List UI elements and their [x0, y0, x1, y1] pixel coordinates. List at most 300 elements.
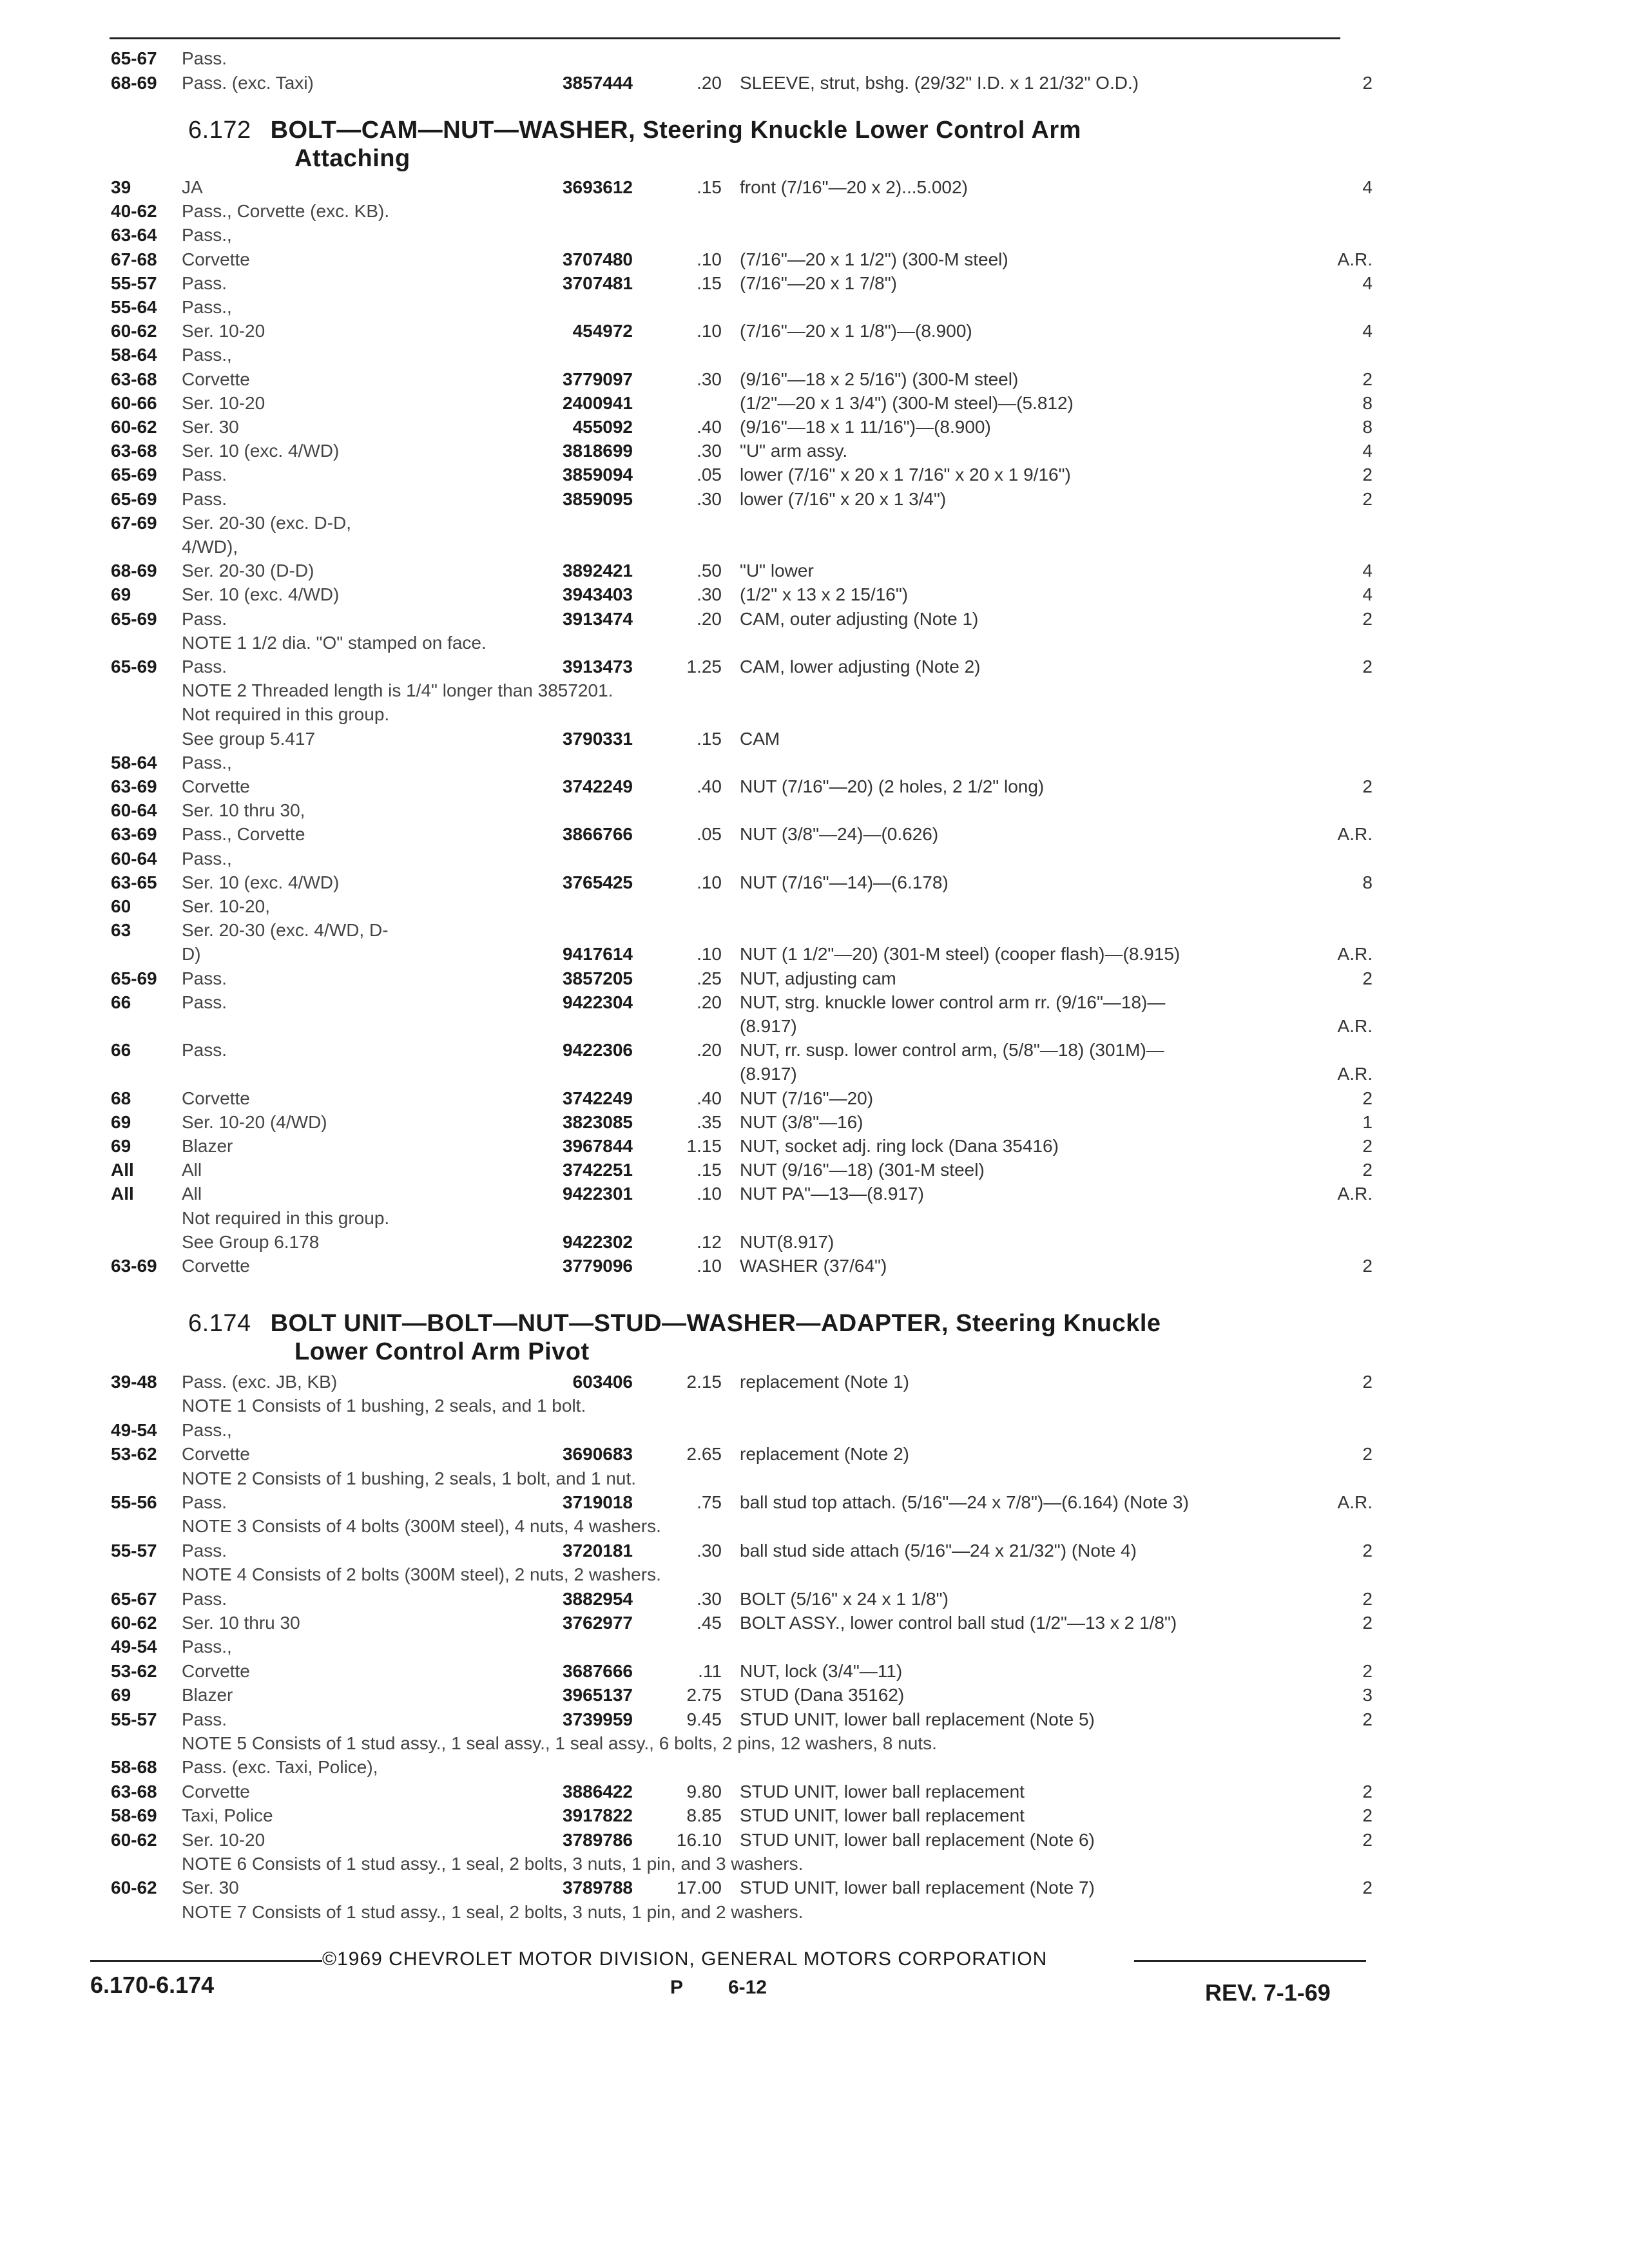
- year-cell: 63-68: [111, 441, 157, 461]
- parts-row: [0, 463, 1629, 487]
- parts-row: [0, 391, 1629, 416]
- section-number: 6.172: [188, 117, 251, 144]
- price-cell: .11: [698, 1660, 722, 1681]
- quantity-cell: 2: [1362, 73, 1373, 93]
- quantity-cell: 2: [1362, 1588, 1373, 1609]
- year-cell: 58-69: [111, 1805, 157, 1826]
- price-cell: .35: [697, 1111, 722, 1132]
- year-cell: 60-64: [111, 848, 157, 869]
- application-cell: Pass.: [182, 992, 227, 1012]
- price-cell: .10: [697, 249, 722, 269]
- price-cell: .30: [697, 1588, 722, 1609]
- parts-row: [0, 1828, 1629, 1852]
- quantity-cell: 2: [1362, 465, 1373, 485]
- parts-row: [0, 1230, 1629, 1254]
- price-cell: .50: [697, 561, 722, 581]
- application-cell: NOTE 3 Consists of 4 bolts (300M steel), 4 nuts, 4 washers.: [182, 1516, 661, 1537]
- application-cell: Pass.,: [182, 345, 232, 365]
- application-cell: NOTE 2 Threaded length is 1/4" longer than 3857201.: [182, 680, 613, 701]
- year-cell: 55-57: [111, 273, 157, 293]
- application-cell: Ser. 10 thru 30: [182, 1613, 300, 1633]
- parts-row: [0, 46, 1629, 71]
- year-cell: 63-68: [111, 369, 157, 389]
- description-cell: NUT, socket adj. ring lock (Dana 35416): [740, 1136, 1059, 1156]
- year-cell: 66: [111, 992, 131, 1012]
- year-cell: 39-48: [111, 1372, 157, 1392]
- part-number-cell: 3790331: [562, 728, 633, 749]
- description-cell: NUT, adjusting cam: [740, 968, 896, 988]
- year-cell: 49-54: [111, 1637, 157, 1657]
- application-cell: Ser. 10 (exc. 4/WD): [182, 441, 340, 461]
- application-cell: Not required in this group.: [182, 704, 390, 725]
- parts-row: [0, 1134, 1629, 1158]
- application-cell: Not required in this group.: [182, 1207, 390, 1228]
- part-number-cell: 3818699: [562, 441, 633, 461]
- parts-row: [0, 1110, 1629, 1135]
- quantity-cell: 4: [1362, 177, 1373, 197]
- parts-row: [0, 678, 1629, 703]
- price-cell: .10: [697, 1184, 722, 1204]
- application-cell: Blazer: [182, 1136, 233, 1156]
- parts-row: [0, 655, 1629, 679]
- application-cell: Corvette: [182, 1660, 250, 1681]
- quantity-cell: 2: [1362, 1136, 1373, 1156]
- quantity-cell: A.R.: [1337, 824, 1373, 845]
- year-cell: 65-69: [111, 465, 157, 485]
- part-number-cell: 9422304: [562, 992, 633, 1012]
- part-number-cell: 3779096: [562, 1256, 633, 1276]
- year-cell: 58-68: [111, 1757, 157, 1778]
- part-number-cell: 3765425: [562, 872, 633, 892]
- description-cell: (7/16"—20 x 1 1/8")—(8.900): [740, 321, 972, 341]
- year-cell: 55-64: [111, 297, 157, 317]
- application-cell: Pass.,: [182, 752, 232, 773]
- quantity-cell: A.R.: [1337, 1064, 1373, 1084]
- parts-row: [0, 1852, 1629, 1876]
- part-number-cell: 3913474: [562, 608, 633, 629]
- application-cell: Ser. 30: [182, 1878, 239, 1898]
- parts-row: [0, 319, 1629, 343]
- parts-row: [0, 1803, 1629, 1828]
- part-number-cell: 3690683: [562, 1444, 633, 1465]
- description-cell: front (7/16"—20 x 2)...5.002): [740, 177, 968, 197]
- price-cell: .40: [697, 1088, 722, 1108]
- parts-row: [0, 751, 1629, 775]
- application-cell: Ser. 10-20: [182, 1829, 265, 1850]
- parts-row: [0, 1086, 1629, 1111]
- parts-row: [0, 1635, 1629, 1659]
- description-cell: ball stud top attach. (5/16"—24 x 7/8")—(6.164) (Note 3): [740, 1492, 1189, 1512]
- top-rule: [110, 37, 1340, 39]
- part-number-cell: 3943403: [562, 584, 633, 605]
- parts-row: [0, 1707, 1629, 1732]
- quantity-cell: A.R.: [1337, 1184, 1373, 1204]
- part-number-cell: 3693612: [562, 177, 633, 197]
- parts-row: [0, 847, 1629, 871]
- description-cell: STUD UNIT, lower ball replacement (Note 7): [740, 1878, 1095, 1898]
- part-number-cell: 3882954: [562, 1588, 633, 1609]
- description-cell: SLEEVE, strut, bshg. (29/32" I.D. x 1 21/32" O.D.): [740, 73, 1139, 93]
- quantity-cell: 2: [1362, 1613, 1373, 1633]
- parts-row: [0, 1394, 1629, 1418]
- part-number-cell: 3789788: [562, 1878, 633, 1898]
- footer-page-number: 6-12: [728, 1977, 767, 1998]
- parts-row: [0, 1587, 1629, 1611]
- year-cell: 60-66: [111, 392, 157, 413]
- quantity-cell: 1: [1362, 1111, 1373, 1132]
- price-cell: .75: [697, 1492, 722, 1512]
- application-cell: Pass.,: [182, 297, 232, 317]
- description-cell: CAM, outer adjusting (Note 1): [740, 608, 979, 629]
- year-cell: 63-65: [111, 872, 157, 892]
- part-number-cell: 3789786: [562, 1829, 633, 1850]
- year-cell: 69: [111, 1136, 131, 1156]
- application-cell: NOTE 1 1/2 dia. "O" stamped on face.: [182, 632, 487, 653]
- description-cell: replacement (Note 1): [740, 1372, 910, 1392]
- parts-row: [0, 487, 1629, 512]
- price-cell: 2.75: [686, 1685, 722, 1706]
- part-number-cell: 9422301: [562, 1184, 633, 1204]
- quantity-cell: 4: [1362, 273, 1373, 293]
- price-cell: .15: [697, 728, 722, 749]
- footer-revision: REV. 7-1-69: [1205, 1979, 1331, 2006]
- quantity-cell: 2: [1362, 1878, 1373, 1898]
- part-number-cell: 454972: [572, 321, 633, 341]
- application-cell: Pass.: [182, 1540, 227, 1561]
- year-cell: 58-64: [111, 345, 157, 365]
- price-cell: 2.65: [686, 1444, 722, 1465]
- quantity-cell: 2: [1362, 1805, 1373, 1826]
- application-cell: 4/WD),: [182, 537, 238, 557]
- application-cell: Ser. 10-20 (4/WD): [182, 1111, 327, 1132]
- year-cell: 60-62: [111, 417, 157, 437]
- application-cell: NOTE 1 Consists of 1 bushing, 2 seals, and 1 bolt.: [182, 1396, 586, 1416]
- quantity-cell: A.R.: [1337, 1016, 1373, 1036]
- year-cell: 66: [111, 1040, 131, 1061]
- description-cell: BOLT (5/16" x 24 x 1 1/8"): [740, 1588, 949, 1609]
- year-cell: 53-62: [111, 1444, 157, 1465]
- year-cell: 39: [111, 177, 131, 197]
- part-number-cell: 3742249: [562, 776, 633, 796]
- quantity-cell: 2: [1362, 1088, 1373, 1108]
- price-cell: 2.15: [686, 1372, 722, 1392]
- year-cell: 60-62: [111, 321, 157, 341]
- description-cell: STUD (Dana 35162): [740, 1685, 905, 1706]
- application-cell: Ser. 20-30 (D-D): [182, 561, 314, 581]
- application-cell: Corvette: [182, 776, 250, 796]
- year-cell: 55-57: [111, 1709, 157, 1729]
- application-cell: Pass.: [182, 657, 227, 677]
- parts-row: [0, 631, 1629, 655]
- description-cell: BOLT ASSY., lower control ball stud (1/2"—13 x 2 1/8"): [740, 1613, 1177, 1633]
- parts-row: [0, 727, 1629, 751]
- section-6-174-heading: [188, 1309, 1348, 1366]
- application-cell: Pass.: [182, 608, 227, 629]
- part-number-cell: 455092: [572, 417, 633, 437]
- quantity-cell: 8: [1362, 392, 1373, 413]
- application-cell: Pass. (exc. Taxi, Police),: [182, 1757, 378, 1778]
- application-cell: Pass.: [182, 48, 227, 68]
- quantity-cell: 3: [1362, 1685, 1373, 1706]
- description-cell: (9/16"—18 x 1 11/16")—(8.900): [740, 417, 991, 437]
- application-cell: Taxi, Police: [182, 1805, 273, 1826]
- price-cell: .25: [697, 968, 722, 988]
- part-number-cell: 3857444: [562, 73, 633, 93]
- description-cell: (8.917): [740, 1064, 797, 1084]
- description-cell: STUD UNIT, lower ball replacement (Note 5): [740, 1709, 1095, 1729]
- price-cell: .30: [697, 1540, 722, 1561]
- price-cell: .15: [697, 1160, 722, 1180]
- part-number-cell: 3762977: [562, 1613, 633, 1633]
- price-cell: .20: [697, 992, 722, 1012]
- year-cell: 65-69: [111, 968, 157, 988]
- application-cell: Corvette: [182, 249, 250, 269]
- parts-row: [0, 1158, 1629, 1182]
- footer-rule-left: [90, 1960, 322, 1962]
- price-cell: .15: [697, 177, 722, 197]
- price-cell: .30: [697, 584, 722, 605]
- price-cell: .10: [697, 1256, 722, 1276]
- section-title-line2: Attaching: [294, 145, 410, 172]
- application-cell: Corvette: [182, 369, 250, 389]
- application-cell: Pass.: [182, 465, 227, 485]
- parts-row: [0, 367, 1629, 392]
- parts-row: [0, 271, 1629, 296]
- price-cell: 1.25: [686, 657, 722, 677]
- application-cell: D): [182, 944, 201, 965]
- description-cell: CAM, lower adjusting (Note 2): [740, 657, 981, 677]
- part-number-cell: 3859094: [562, 465, 633, 485]
- price-cell: 8.85: [686, 1805, 722, 1826]
- part-number-cell: 3720181: [562, 1540, 633, 1561]
- parts-row: [0, 1370, 1629, 1394]
- part-number-cell: 9422306: [562, 1040, 633, 1061]
- price-cell: .20: [697, 73, 722, 93]
- description-cell: (7/16"—20 x 1 1/2") (300-M steel): [740, 249, 1008, 269]
- quantity-cell: 2: [1362, 657, 1373, 677]
- year-cell: 65-69: [111, 657, 157, 677]
- application-cell: Pass.,: [182, 848, 232, 869]
- year-cell: 60-64: [111, 800, 157, 821]
- parts-row: [0, 1900, 1629, 1925]
- parts-row: [0, 1466, 1629, 1491]
- parts-row: [0, 1062, 1629, 1086]
- description-cell: NUT (7/16"—20) (2 holes, 2 1/2" long): [740, 776, 1045, 796]
- application-cell: Pass.: [182, 1709, 227, 1729]
- application-cell: Pass.,: [182, 1637, 232, 1657]
- quantity-cell: A.R.: [1337, 249, 1373, 269]
- year-cell: 63: [111, 920, 131, 941]
- year-cell: 68: [111, 1088, 131, 1108]
- year-cell: All: [111, 1184, 134, 1204]
- description-cell: ball stud side attach (5/16"—24 x 21/32") (Note 4): [740, 1540, 1137, 1561]
- application-cell: Corvette: [182, 1444, 250, 1465]
- quantity-cell: 2: [1362, 1660, 1373, 1681]
- parts-row: [0, 990, 1629, 1015]
- price-cell: .10: [697, 944, 722, 965]
- application-cell: Ser. 10-20: [182, 392, 265, 413]
- description-cell: STUD UNIT, lower ball replacement: [740, 1805, 1025, 1826]
- part-number-cell: 3707480: [562, 249, 633, 269]
- part-number-cell: 3742249: [562, 1088, 633, 1108]
- price-cell: .20: [697, 608, 722, 629]
- application-cell: NOTE 2 Consists of 1 bushing, 2 seals, 1 bolt, and 1 nut.: [182, 1468, 637, 1488]
- price-cell: .30: [697, 441, 722, 461]
- year-cell: 40-62: [111, 201, 157, 222]
- part-number-cell: 3687666: [562, 1660, 633, 1681]
- parts-row: [0, 1683, 1629, 1707]
- quantity-cell: 2: [1362, 488, 1373, 509]
- price-cell: 17.00: [676, 1878, 722, 1898]
- description-cell: NUT (3/8"—16): [740, 1111, 863, 1132]
- price-cell: .30: [697, 488, 722, 509]
- quantity-cell: 2: [1362, 369, 1373, 389]
- description-cell: STUD UNIT, lower ball replacement (Note 6): [740, 1829, 1095, 1850]
- price-cell: .40: [697, 776, 722, 796]
- price-cell: .40: [697, 417, 722, 437]
- description-cell: lower (7/16" x 20 x 1 7/16" x 20 x 1 9/16"): [740, 465, 1071, 485]
- part-number-cell: 3892421: [562, 561, 633, 581]
- application-cell: Ser. 20-30 (exc. 4/WD, D-: [182, 920, 389, 941]
- parts-row: [0, 199, 1629, 224]
- application-cell: Blazer: [182, 1685, 233, 1706]
- footer-page-letter: P: [670, 1977, 684, 1998]
- footer-rule-right: [1134, 1960, 1366, 1962]
- application-cell: See Group 6.178: [182, 1231, 320, 1252]
- part-number-cell: 3917822: [562, 1805, 633, 1826]
- parts-row: [0, 247, 1629, 272]
- application-cell: Pass.: [182, 488, 227, 509]
- year-cell: 63-64: [111, 225, 157, 245]
- parts-row: [0, 439, 1629, 463]
- year-cell: 53-62: [111, 1660, 157, 1681]
- application-cell: Pass.: [182, 273, 227, 293]
- part-number-cell: 3823085: [562, 1111, 633, 1132]
- year-cell: 69: [111, 584, 131, 605]
- application-cell: All: [182, 1184, 202, 1204]
- part-number-cell: 3707481: [562, 273, 633, 293]
- year-cell: 68-69: [111, 73, 157, 93]
- parts-row: [0, 1514, 1629, 1539]
- part-number-cell: 9422302: [562, 1231, 633, 1252]
- description-cell: NUT, strg. knuckle lower control arm rr. (9/16"—18)—: [740, 992, 1166, 1012]
- description-cell: lower (7/16" x 20 x 1 3/4"): [740, 488, 947, 509]
- application-cell: Pass.,: [182, 1419, 232, 1440]
- part-number-cell: 3866766: [562, 824, 633, 845]
- part-number-cell: 9417614: [562, 944, 633, 965]
- footer-copyright: ©1969 CHEVROLET MOTOR DIVISION, GENERAL MOTORS CORPORATION: [322, 1948, 1048, 1970]
- application-cell: NOTE 4 Consists of 2 bolts (300M steel), 2 nuts, 2 washers.: [182, 1564, 661, 1585]
- section-title-line1: BOLT—CAM—NUT—WASHER, Steering Knuckle Lower Control Arm: [270, 117, 1081, 144]
- part-number-cell: 3965137: [562, 1685, 633, 1706]
- year-cell: 69: [111, 1685, 131, 1706]
- application-cell: Corvette: [182, 1088, 250, 1108]
- price-cell: .20: [697, 1040, 722, 1061]
- quantity-cell: 2: [1362, 1160, 1373, 1180]
- quantity-cell: 2: [1362, 776, 1373, 796]
- description-cell: NUT (3/8"—24)—(0.626): [740, 824, 939, 845]
- part-number-cell: 3886422: [562, 1781, 633, 1802]
- application-cell: Ser. 10-20,: [182, 896, 270, 916]
- application-cell: Pass.: [182, 1040, 227, 1061]
- price-cell: .10: [697, 321, 722, 341]
- year-cell: 55-56: [111, 1492, 157, 1512]
- part-number-cell: 3859095: [562, 488, 633, 509]
- quantity-cell: A.R.: [1337, 944, 1373, 965]
- year-cell: 55-57: [111, 1540, 157, 1561]
- application-cell: Ser. 10 (exc. 4/WD): [182, 584, 340, 605]
- parts-row: [0, 535, 1629, 559]
- application-cell: Ser. 10 thru 30,: [182, 800, 305, 821]
- description-cell: "U" lower: [740, 561, 814, 581]
- parts-row: [0, 1490, 1629, 1515]
- parts-row: [0, 1442, 1629, 1466]
- parts-row: [0, 1659, 1629, 1684]
- description-cell: (8.917): [740, 1016, 797, 1036]
- parts-row: [0, 942, 1629, 966]
- parts-row: [0, 798, 1629, 823]
- part-number-cell: 2400941: [562, 392, 633, 413]
- price-cell: 16.10: [676, 1829, 722, 1850]
- year-cell: 67-68: [111, 249, 157, 269]
- year-cell: 60-62: [111, 1878, 157, 1898]
- application-cell: Ser. 10 (exc. 4/WD): [182, 872, 340, 892]
- application-cell: NOTE 6 Consists of 1 stud assy., 1 seal, 2 bolts, 3 nuts, 1 pin, and 3 washers.: [182, 1854, 804, 1874]
- price-cell: 1.15: [686, 1136, 722, 1156]
- parts-row: [0, 1254, 1629, 1278]
- quantity-cell: 2: [1362, 1829, 1373, 1850]
- parts-row: [0, 966, 1629, 991]
- price-cell: .05: [697, 824, 722, 845]
- part-number-cell: 3719018: [562, 1492, 633, 1512]
- quantity-cell: 2: [1362, 1372, 1373, 1392]
- parts-row: [0, 702, 1629, 727]
- application-cell: See group 5.417: [182, 728, 316, 749]
- parts-row: [0, 1876, 1629, 1900]
- footer-section-range: 6.170-6.174: [90, 1972, 215, 1998]
- application-cell: Pass. (exc. Taxi): [182, 73, 314, 93]
- description-cell: NUT (9/16"—18) (301-M steel): [740, 1160, 985, 1180]
- year-cell: 58-64: [111, 752, 157, 773]
- parts-row: [0, 870, 1629, 895]
- application-cell: NOTE 5 Consists of 1 stud assy., 1 seal assy., 1 seal assy., 6 bolts, 2 pins, 12 washers, 8 nuts.: [182, 1733, 937, 1753]
- quantity-cell: 2: [1362, 608, 1373, 629]
- parts-row: [0, 1562, 1629, 1587]
- parts-row: [0, 918, 1629, 943]
- parts-row: [0, 1611, 1629, 1635]
- application-cell: Ser. 30: [182, 417, 239, 437]
- year-cell: 63-69: [111, 776, 157, 796]
- parts-row: [0, 822, 1629, 847]
- description-cell: NUT, lock (3/4"—11): [740, 1660, 903, 1681]
- quantity-cell: A.R.: [1337, 1492, 1373, 1512]
- year-cell: 69: [111, 1111, 131, 1132]
- application-cell: All: [182, 1160, 202, 1180]
- application-cell: Pass.,: [182, 225, 232, 245]
- parts-row: [0, 894, 1629, 919]
- year-cell: 60-62: [111, 1613, 157, 1633]
- parts-row: [0, 1539, 1629, 1563]
- quantity-cell: 8: [1362, 872, 1373, 892]
- year-cell: 60: [111, 896, 131, 916]
- section-title-line2: Lower Control Arm Pivot: [294, 1338, 590, 1365]
- price-cell: .10: [697, 872, 722, 892]
- application-cell: Pass., Corvette (exc. KB).: [182, 201, 390, 222]
- quantity-cell: 2: [1362, 1540, 1373, 1561]
- parts-row: [0, 343, 1629, 367]
- quantity-cell: 2: [1362, 968, 1373, 988]
- application-cell: Pass.: [182, 1492, 227, 1512]
